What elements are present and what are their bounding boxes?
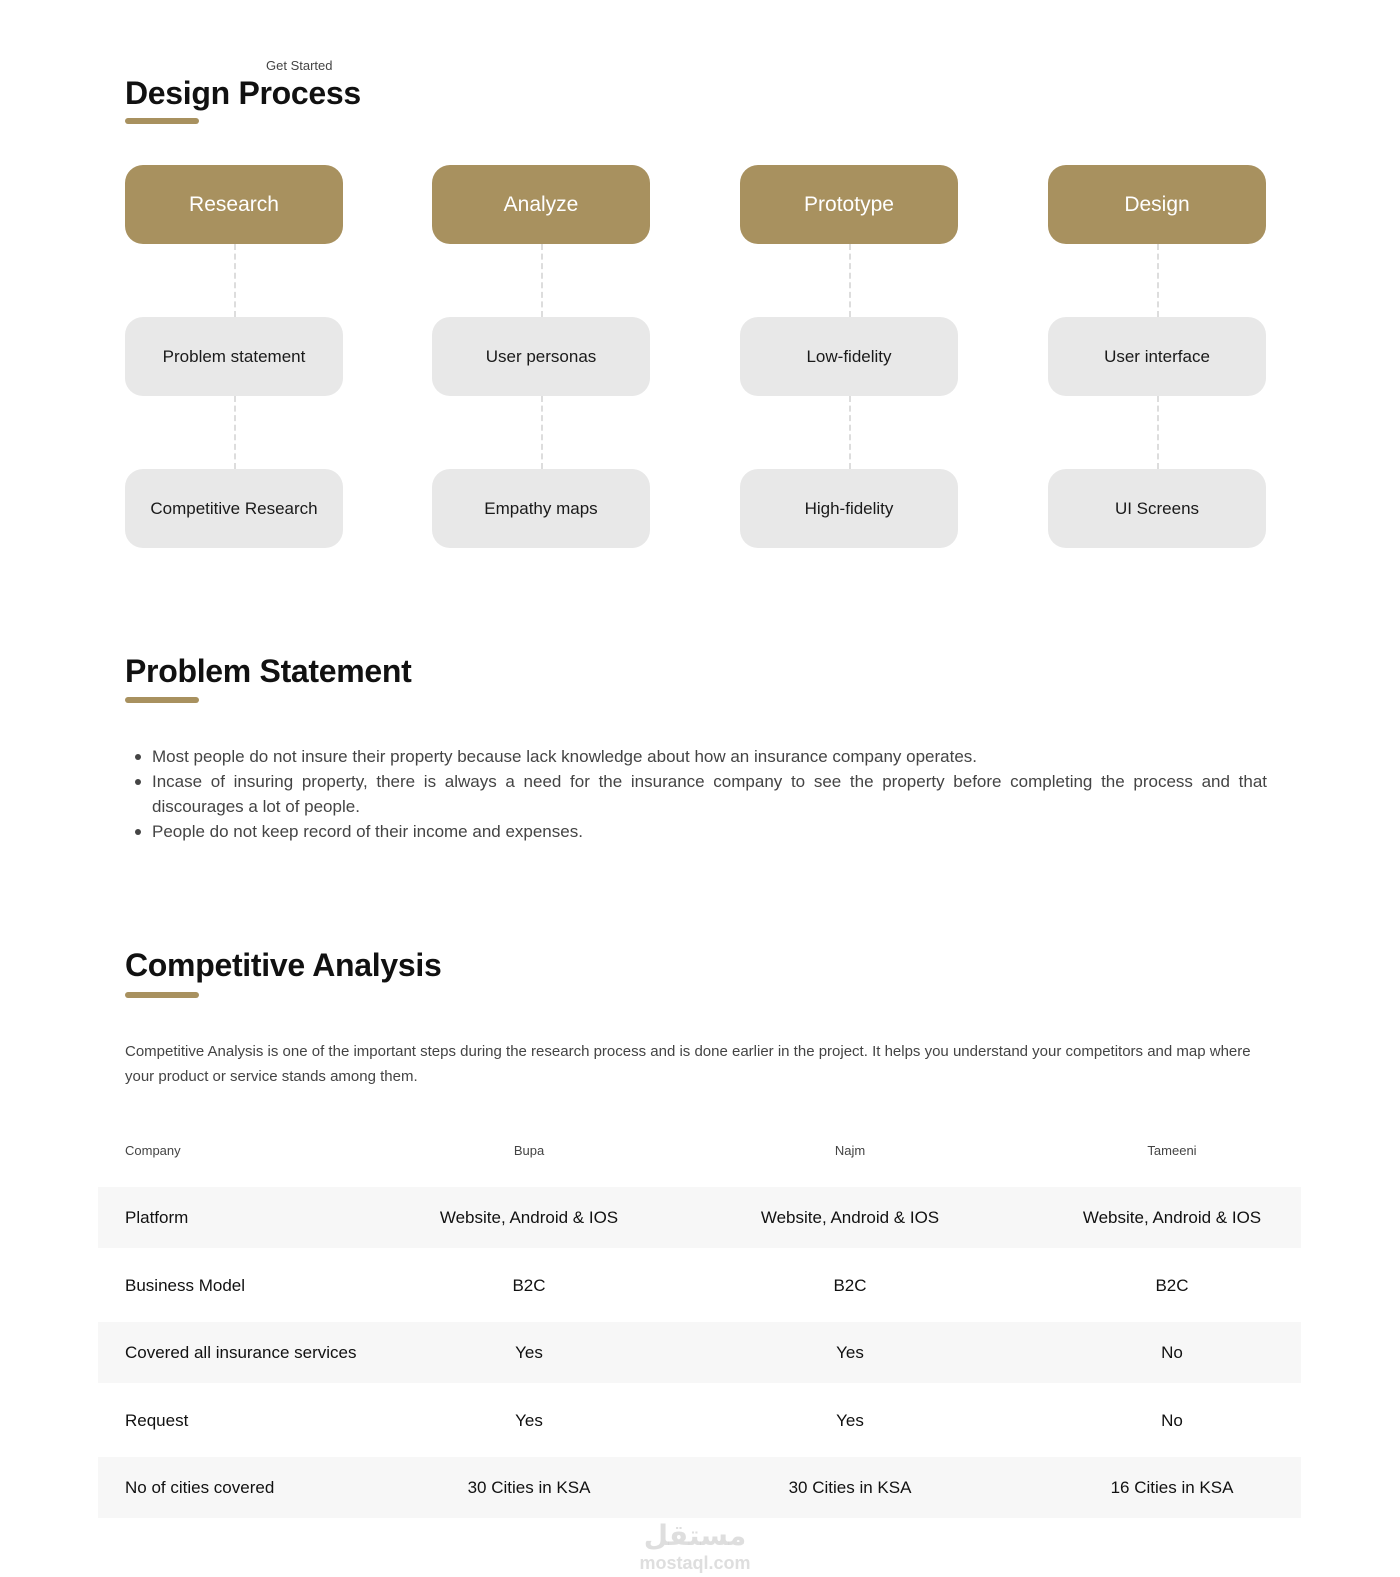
header-tameeni: Tameeni [1147, 1143, 1197, 1158]
title-underline [125, 697, 199, 703]
process-step-header: Analyze [432, 165, 650, 244]
connector [541, 244, 543, 317]
table-row [98, 1457, 1301, 1518]
process-step-item: User personas [432, 317, 650, 396]
process-step-item: Problem statement [125, 317, 343, 396]
cell: Website, Android & IOS [760, 1207, 940, 1227]
header-najm: Najm [834, 1143, 866, 1158]
cell: B2C [512, 1275, 546, 1295]
connector [1157, 244, 1159, 317]
connector [1157, 396, 1159, 469]
watermark-latin: mostaql.com [639, 1553, 751, 1573]
table-row [98, 1187, 1301, 1248]
title-underline [125, 118, 199, 124]
problem-bullet: Most people do not insure their property because lack knowledge about how an insurance company operates. [134, 744, 1267, 769]
table-header-row [98, 1120, 1301, 1181]
cell: Yes [515, 1342, 543, 1362]
cell: B2C [1155, 1275, 1189, 1295]
cell: No [1161, 1342, 1183, 1362]
table-row [98, 1322, 1301, 1383]
cell: 30 Cities in KSA [788, 1477, 912, 1497]
header-bupa: Bupa [513, 1143, 545, 1158]
cell: B2C [833, 1275, 867, 1295]
process-step-item: Empathy maps [432, 469, 650, 548]
process-step-item: Competitive Research [125, 469, 343, 548]
row-label: Platform [125, 1207, 189, 1227]
process-step-header: Prototype [740, 165, 958, 244]
problem-list [134, 744, 1267, 844]
row-label: Business Model [125, 1275, 246, 1295]
process-step-item: Low-fidelity [740, 317, 958, 396]
eyebrow-label: Get Started [266, 58, 333, 73]
cell: 30 Cities in KSA [467, 1477, 591, 1497]
cell: Yes [836, 1342, 864, 1362]
process-step-header: Research [125, 165, 343, 244]
row-label: Covered all insurance services [125, 1342, 357, 1362]
row-label: No of cities covered [125, 1477, 275, 1497]
header-company: Company [125, 1143, 181, 1158]
cell: Website, Android & IOS [1082, 1207, 1262, 1227]
problem-bullet: Incase of insuring property, there is always a need for the insurance company to see the property before completing the process and that discourages a lot of people. [134, 769, 1267, 819]
connector [849, 396, 851, 469]
cell: No [1161, 1410, 1183, 1430]
watermark-logo [600, 1520, 790, 1574]
connector [849, 244, 851, 317]
process-step-item: User interface [1048, 317, 1266, 396]
section-title-design-process: Design Process [125, 75, 361, 111]
process-step-header: Design [1048, 165, 1266, 244]
table-row [98, 1255, 1301, 1316]
connector [234, 396, 236, 469]
cell: Website, Android & IOS [439, 1207, 619, 1227]
cell: 16 Cities in KSA [1110, 1477, 1234, 1497]
section-title-competitive-analysis: Competitive Analysis [125, 947, 442, 983]
process-step-item: High-fidelity [740, 469, 958, 548]
title-underline [125, 992, 199, 998]
problem-bullet: People do not keep record of their income and expenses. [134, 819, 1267, 844]
table-row [98, 1390, 1301, 1451]
competitive-description: Competitive Analysis is one of the important steps during the research process and is done earlier in the project. It helps you understand your competitors and map where your product or service stands among them. [125, 1043, 1251, 1085]
row-label: Request [125, 1410, 189, 1430]
process-step-item: UI Screens [1048, 469, 1266, 548]
connector [234, 244, 236, 317]
watermark-arabic: مستقل [643, 1520, 747, 1551]
section-title-problem-statement: Problem Statement [125, 653, 412, 689]
cell: Yes [836, 1410, 864, 1430]
cell: Yes [515, 1410, 543, 1430]
connector [541, 396, 543, 469]
